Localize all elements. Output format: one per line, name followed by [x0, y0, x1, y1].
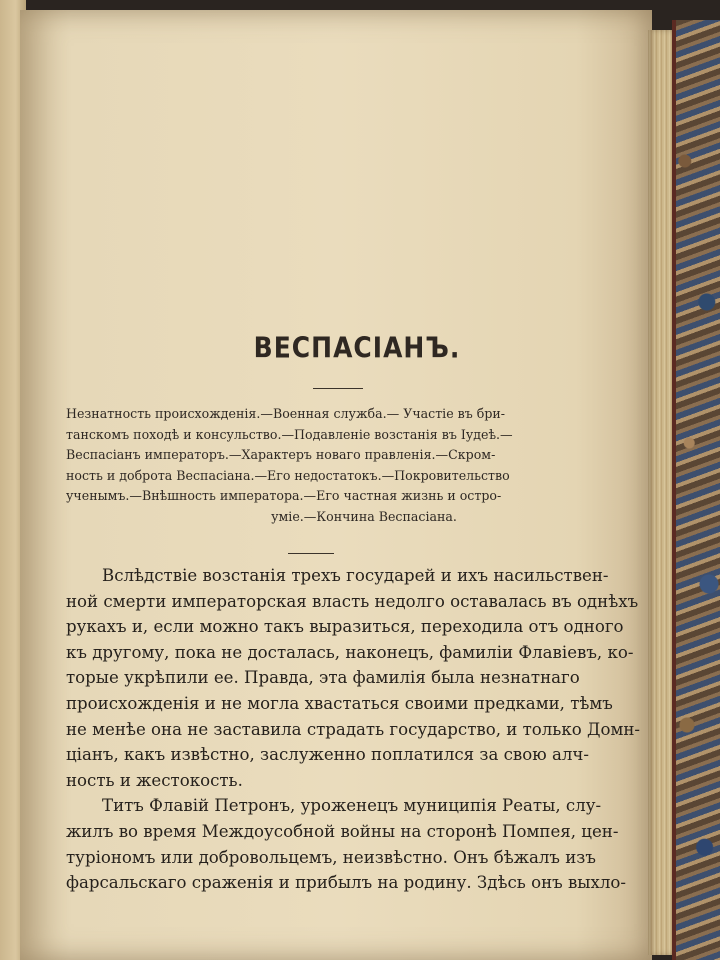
marbled-cover: [676, 20, 720, 960]
summary-line: Веспасіанъ императоръ.—Характеръ новаго правленія.—Скром-: [66, 447, 496, 463]
body-line: ной смерти императорская власть недолго оставалась въ однѣхъ: [66, 591, 639, 611]
body-line: торые укрѣпили ее. Правда, эта фамилія была незнатнаго: [66, 668, 580, 688]
body-line: къ другому, пока не досталась, наконецъ, фамиліи Флавіевъ, ко-: [66, 642, 634, 662]
body-line: ціанъ, какъ извѣстно, заслуженно поплатился за свою алч-: [66, 745, 589, 765]
body-line: происхожденія и не могла хвастаться своими предками, тѣмъ: [66, 693, 613, 713]
title-divider: [313, 388, 363, 389]
summary-divider: [288, 553, 334, 554]
body-text: [66, 563, 641, 896]
summary-line: ность и доброта Веспасіана.—Его недостатокъ.—Покровительство: [66, 467, 510, 483]
body-line: Вслѣдствіе возстанія трехъ государей и ихъ насильствен-: [102, 566, 609, 585]
body-line: рукахъ и, если можно такъ выразиться, переходила отъ одного: [66, 617, 624, 637]
chapter-summary: [66, 404, 622, 528]
body-line: жилъ во время Междоусобной войны на сторонѣ Помпея, цен-: [66, 821, 619, 841]
summary-line: ученымъ.—Внѣшность императора.—Его частная жизнь и остро-: [66, 488, 502, 504]
body-line: не менѣе она не заставила страдать государство, и только Домн-: [66, 719, 641, 739]
body-line: ность и жестокость.: [66, 770, 243, 790]
body-line: туріономъ или добровольцемъ, неизвѣстно. Онъ бѣжалъ изъ: [66, 847, 596, 867]
chapter-title: ВЕСПАСІАНЪ.: [253, 330, 461, 365]
summary-line: Незнатность происхожденія.—Военная служба.— Участіе въ бри-: [66, 406, 506, 421]
body-line: фарсальскаго сраженія и прибылъ на родину. Здѣсь онъ выхло-: [66, 873, 627, 893]
summary-line: танскомъ походѣ и консульство.—Подавленіе возстанія въ Іудеѣ.—: [66, 426, 513, 442]
summary-line: уміе.—Кончина Веспасіана.: [271, 508, 457, 524]
body-line: Титъ Флавій Петронъ, уроженецъ муниципія Реаты, слу-: [102, 796, 602, 816]
